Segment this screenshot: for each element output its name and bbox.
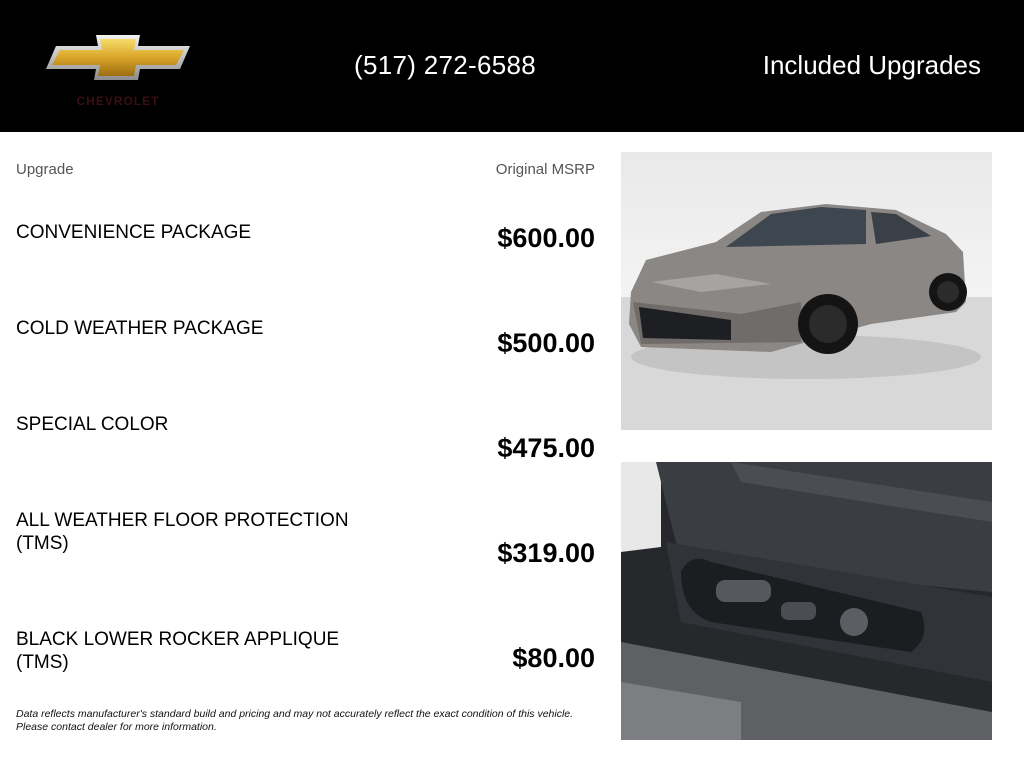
page-title: Included Upgrades bbox=[762, 50, 981, 80]
msrp-column-header: Original MSRP bbox=[495, 161, 595, 178]
upgrade-name: BLACK LOWER ROCKER APPLIQUE (TMS) bbox=[16, 629, 340, 673]
pricing-disclaimer: Data reflects manufacturer's standard build and pricing and may not accurately reflect the exact condition of this vehicle. Please contact dealer for more information. bbox=[16, 708, 574, 733]
upgrade-price: $319.00 bbox=[497, 538, 595, 568]
vehicle-exterior-photo[interactable] bbox=[621, 152, 992, 430]
seat-controls-illustration bbox=[621, 462, 992, 740]
brand-wordmark: CHEVROLET bbox=[76, 94, 160, 108]
upgrade-price: $80.00 bbox=[512, 643, 595, 673]
header-bar bbox=[0, 0, 1024, 132]
upgrade-name: ALL WEATHER FLOOR PROTECTION (TMS) bbox=[16, 510, 349, 554]
upgrade-price: $500.00 bbox=[497, 328, 595, 358]
dealer-phone-number[interactable]: (517) 272-6588 bbox=[354, 50, 536, 80]
vehicle-interior-seat-photo[interactable] bbox=[621, 462, 992, 740]
car-illustration bbox=[621, 152, 992, 430]
upgrade-name: SPECIAL COLOR bbox=[16, 414, 169, 435]
upgrade-name: COLD WEATHER PACKAGE bbox=[16, 318, 264, 339]
upgrade-column-header: Upgrade bbox=[16, 161, 74, 178]
upgrade-price: $475.00 bbox=[497, 433, 595, 463]
upgrade-price: $600.00 bbox=[497, 223, 595, 253]
upgrade-name: CONVENIENCE PACKAGE bbox=[16, 222, 252, 243]
